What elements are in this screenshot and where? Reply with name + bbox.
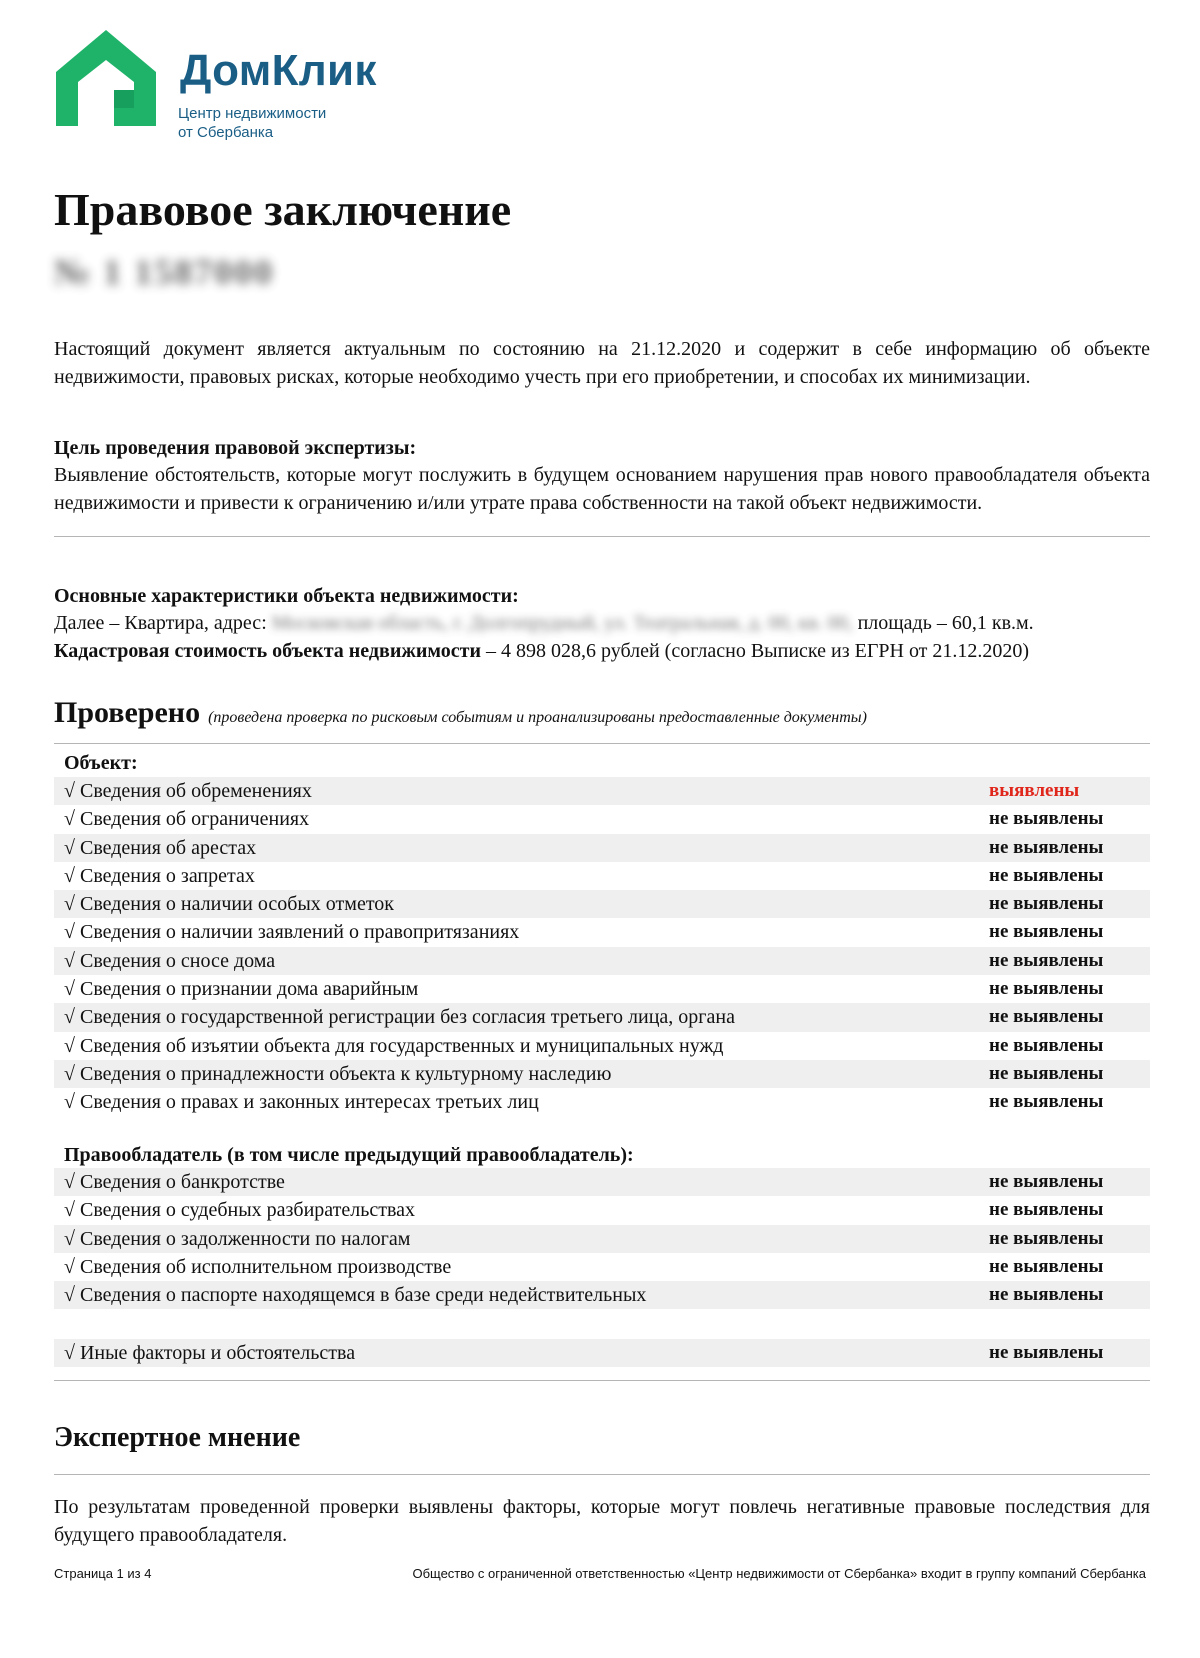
check-row xyxy=(54,1168,1150,1196)
check-label: √ Сведения о паспорте находящемся в базе среди недействительных xyxy=(64,1284,647,1307)
check-status: не выявлены xyxy=(989,1255,1104,1277)
check-row xyxy=(54,834,1150,862)
address-prefix: Далее – Квартира, адрес: xyxy=(54,612,272,634)
check-row xyxy=(54,1196,1150,1224)
check-label: √ Сведения о принадлежности объекта к культурному наследию xyxy=(64,1062,612,1085)
check-row xyxy=(54,918,1150,946)
expert-opinion-title: Экспертное мнение xyxy=(54,1422,301,1453)
divider xyxy=(54,1380,1150,1381)
check-label: √ Сведения об арестах xyxy=(64,836,257,859)
check-status: не выявлены xyxy=(989,893,1104,915)
check-label: √ Сведения о признании дома аварийным xyxy=(64,978,419,1001)
document-title: Правовое заключение xyxy=(54,184,512,235)
check-status: не выявлены xyxy=(989,1227,1104,1249)
document-number-redacted: № 1 1587000 xyxy=(54,252,275,292)
check-label: √ Сведения об обременениях xyxy=(64,780,312,802)
divider xyxy=(54,536,1150,537)
check-status: не выявлены xyxy=(989,1034,1104,1056)
check-row xyxy=(54,1060,1150,1088)
logo-name: ДомКлик xyxy=(180,46,377,95)
check-row xyxy=(54,1088,1150,1116)
check-label: √ Сведения об ограничениях xyxy=(64,808,310,831)
intro-paragraph: Настоящий документ является актуальным по состоянию на 21.12.2020 и содержит в себе информацию об объекте недвижимости, правовых рисках, которые необходимо учесть при его приобретении, и способах их минимизации. xyxy=(54,338,1150,388)
divider xyxy=(54,743,1150,744)
check-label: √ Сведения о запретах xyxy=(64,864,255,887)
check-status: не выявлены xyxy=(989,978,1104,1000)
goal-heading: Цель проведения правовой экспертизы: xyxy=(54,437,417,459)
check-label: √ Иные факторы и обстоятельства xyxy=(64,1342,356,1364)
check-row xyxy=(54,862,1150,890)
object-section-label: Объект: xyxy=(64,752,138,774)
footer-company: Общество с ограниченной ответственностью «Центр недвижимости от Сбербанка» входит в группу компаний Сбербанка xyxy=(412,1566,1146,1581)
page-counter: Страница 1 из 4 xyxy=(54,1566,152,1581)
owner-section-label: Правообладатель (в том числе предыдущий правообладатель): xyxy=(64,1144,634,1166)
check-label: √ Сведения об исполнительном производстве xyxy=(64,1255,452,1278)
domclick-logo xyxy=(52,26,412,141)
check-row xyxy=(54,947,1150,975)
check-status: не выявлены xyxy=(989,1171,1104,1192)
goal-paragraph: Выявление обстоятельств, которые могут послужить в будущем основанием нарушения прав нового правообладателя объекта недвижимости и привести к ограничению и/или утрате права собственности на такой объект недвижимости. xyxy=(54,464,1150,514)
check-row xyxy=(54,1003,1150,1031)
checked-note: (проведена проверка по рисковым событиям и проанализированы предоставленные документы) xyxy=(208,709,867,726)
check-status: не выявлены xyxy=(989,949,1104,971)
check-row xyxy=(54,1339,1150,1367)
check-status: не выявлены xyxy=(989,836,1104,858)
check-label: √ Сведения о сносе дома xyxy=(64,949,276,972)
checked-title: Проверено xyxy=(54,696,201,729)
check-status: не выявлены xyxy=(989,1342,1104,1363)
logo-subtitle: Центр недвижимости от Сбербанка xyxy=(178,105,327,141)
check-row xyxy=(54,975,1150,1003)
check-status: не выявлены xyxy=(989,1091,1104,1113)
cadastral-value: – 4 898 028,6 рублей (согласно Выписке из ЕГРН от 21.12.2020) xyxy=(480,640,1030,662)
characteristics-heading: Основные характеристики объекта недвижимости: xyxy=(54,585,519,607)
cadastral-line xyxy=(54,637,1150,665)
check-status: не выявлены xyxy=(989,1284,1104,1306)
object-check-list xyxy=(54,777,1150,1117)
owner-check-list xyxy=(54,1168,1150,1309)
area-text: площадь – 60,1 кв.м. xyxy=(852,612,1034,634)
check-row xyxy=(54,805,1150,833)
check-status: не выявлены xyxy=(989,864,1104,886)
check-label: √ Сведения о судебных разбирательствах xyxy=(64,1199,416,1222)
check-label: √ Сведения об изъятии объекта для государственных и муниципальных нужд xyxy=(64,1034,724,1057)
check-label: √ Сведения о задолженности по налогам xyxy=(64,1227,411,1250)
checked-heading xyxy=(54,693,867,738)
house-logo-icon xyxy=(52,26,160,134)
check-label: √ Сведения о наличии заявлений о правопритязаниях xyxy=(64,921,520,944)
expert-opinion-text: По результатам проведенной проверки выявлены факторы, которые могут повлечь негативные правовые последствия для будущего правообладателя. xyxy=(54,1496,1150,1546)
other-check-list xyxy=(54,1339,1150,1367)
check-row xyxy=(54,1253,1150,1281)
check-status: не выявлены xyxy=(989,808,1104,830)
check-row xyxy=(54,1225,1150,1253)
check-status: не выявлены xyxy=(989,1062,1104,1084)
check-label: √ Сведения о правах и законных интересах третьих лиц xyxy=(64,1091,539,1114)
address-redacted: Московская область, г. Долгопрудный, ул. Театральная, д. 00, кв. 00, xyxy=(271,612,853,634)
check-row xyxy=(54,890,1150,918)
check-status: не выявлены xyxy=(989,1199,1104,1221)
check-row xyxy=(54,777,1150,805)
cadastral-label: Кадастровая стоимость объекта недвижимости xyxy=(54,640,481,662)
check-status: не выявлены xyxy=(989,1006,1104,1028)
check-label: √ Сведения о государственной регистрации без согласия третьего лица, органа xyxy=(64,1006,735,1029)
check-row xyxy=(54,1032,1150,1060)
check-status: не выявлены xyxy=(989,921,1104,943)
check-label: √ Сведения о банкротстве xyxy=(64,1171,285,1193)
address-line xyxy=(54,609,1150,637)
check-label: √ Сведения о наличии особых отметок xyxy=(64,893,395,916)
check-row xyxy=(54,1281,1150,1309)
check-status: выявлены xyxy=(989,780,1080,801)
divider xyxy=(54,1474,1150,1475)
